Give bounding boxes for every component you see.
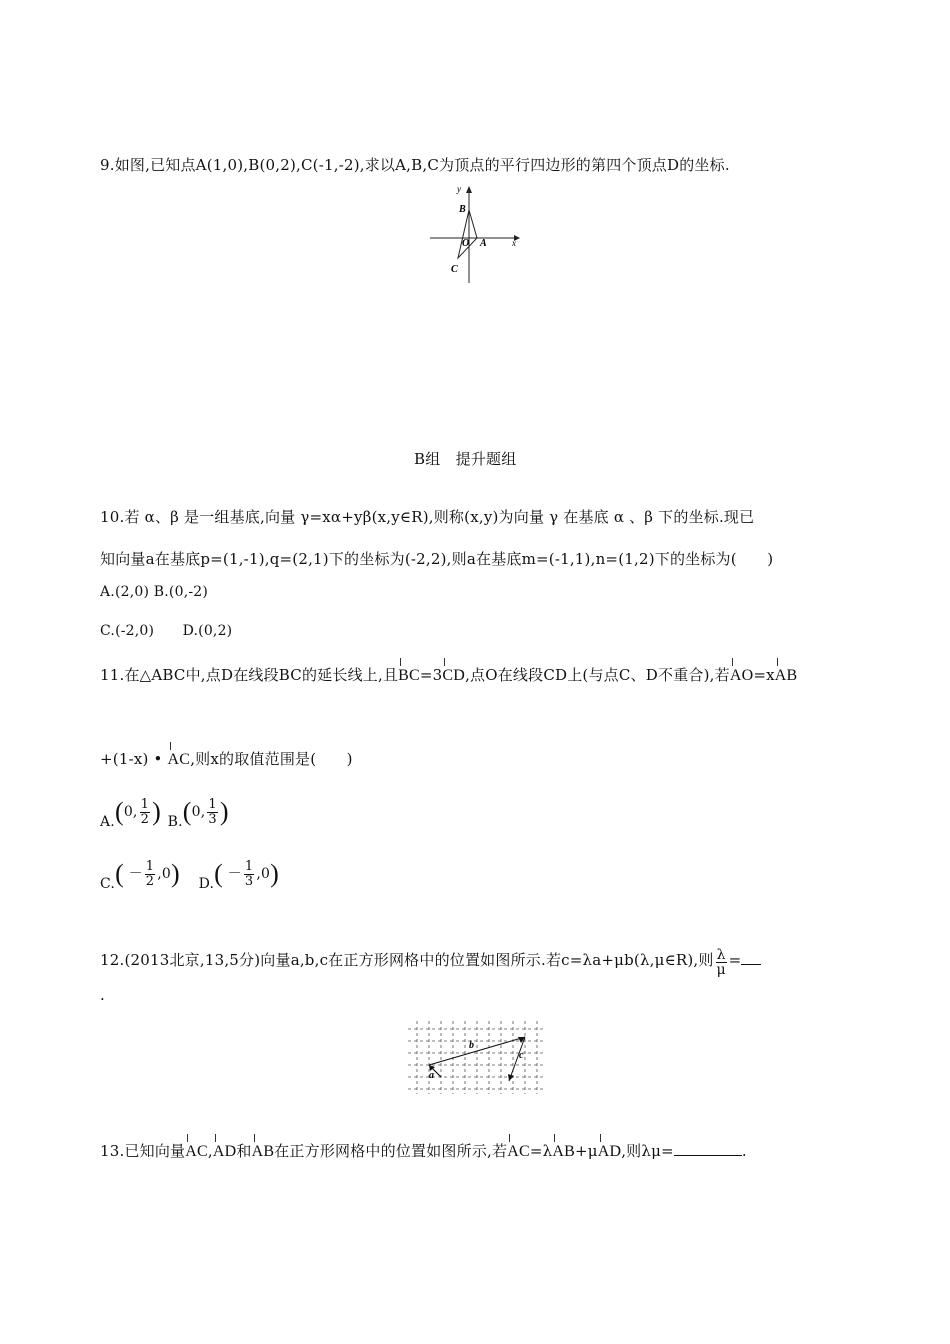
q11-option-b: B.(0, $\frac{1}{3}$ ) <box>167 796 229 830</box>
q13-comma: , <box>207 1142 213 1160</box>
q9-text: 9.如图,已知点A(1,0),B(0,2),C(-1,-2),求以A,B,C为顶点的平行四边形的第四个顶点D的坐标. <box>100 156 730 174</box>
vector-cd: CD <box>442 667 466 684</box>
y-axis-label: y <box>457 184 461 194</box>
q12-period: . <box>100 986 105 1004</box>
q11-eqx: =x <box>753 666 775 684</box>
lambda-over-mu-fraction: $\frac{\lambda}{\mu}$ <box>716 947 726 978</box>
q13-period: . <box>741 1142 747 1160</box>
q13-text-3: ,则λμ= <box>621 1142 674 1160</box>
vector-c-label: c <box>519 1050 524 1061</box>
vector-a-label: a <box>429 1070 434 1081</box>
label-a: A <box>480 238 487 249</box>
q11-options-cd <box>100 859 279 892</box>
section-b-heading: B组 提升题组 <box>414 450 517 468</box>
q12-line <box>100 948 761 977</box>
q11-text-3: +(1-x) <box>100 750 149 768</box>
x-axis-label: x <box>512 238 516 248</box>
q12-text: 12.(2013北京,13,5分)向量a,b,c在正方形网格中的位置如图所示.若c=λa+μb(λ,μ∈R),则 <box>100 951 714 969</box>
vector-ad: AD <box>212 1143 237 1160</box>
q11-text-1: 11.在△ABC中,点D在线段BC的延长线上,且 <box>100 666 399 684</box>
q11-eq3: =3 <box>419 666 443 684</box>
label-c: C <box>451 264 458 275</box>
q10-line1: 10.若 α、β 是一组基底,向量 γ=xα+yβ(x,y∈R),则称(x,y)为向量 γ 在基底 α 、β 下的坐标.现已 <box>100 508 755 526</box>
q11-option-d: D.( － $\frac{1}{3}$ ,0) <box>198 858 279 892</box>
q13-answer-blank <box>674 1155 742 1156</box>
q13-text-1: 13.已知向量 <box>100 1142 186 1160</box>
label-o: O <box>462 238 470 249</box>
q10-options-ab: A.(2,0) B.(0,-2) <box>100 584 209 600</box>
vector-ab: AB <box>774 667 798 684</box>
vector-b-label: b <box>469 1040 474 1051</box>
vector-ab: AB <box>251 1143 275 1160</box>
q11-option-a: A.(0, $\frac{1}{2}$ ) <box>100 796 161 830</box>
vector-ad-2: AD <box>597 1143 622 1160</box>
q11-line1 <box>100 664 797 685</box>
q10-options-cd: C.(-2,0) D.(0,2) <box>100 623 233 639</box>
vector-ac: AC <box>185 1143 208 1160</box>
q13-and: 和 <box>236 1142 252 1160</box>
q10-line2: 知向量a在基底p=(1,-1),q=(2,1)下的坐标为(-2,2),则a在基底m=(-1,1),n=(1,2)下的坐标为( ) <box>100 550 774 568</box>
q13-text-2: 在正方形网格中的位置如图所示,若 <box>274 1142 508 1160</box>
q11-text-4: ,则x的取值范围是( ) <box>190 750 353 768</box>
q11-text-2: ,点O在线段CD上(与点C、D不重合),若 <box>465 666 730 684</box>
q12-grid-figure <box>408 1021 543 1094</box>
q11-option-c: C.( － $\frac{1}{2}$ ,0) <box>100 858 180 892</box>
vector-ao: AO <box>729 667 754 684</box>
vector-ab-2: AB <box>552 1143 575 1160</box>
vector-bc: BC <box>398 667 420 684</box>
label-b: B <box>459 204 466 215</box>
vector-ac-2: AC <box>507 1143 530 1160</box>
q12-answer-blank <box>741 964 761 965</box>
q13-plus-mu: +μ <box>574 1142 598 1160</box>
dot-operator: • <box>153 750 163 768</box>
vector-ac: AC <box>167 751 191 768</box>
q11-options-ab <box>100 797 229 830</box>
q11-line2 <box>100 748 353 769</box>
q9-coordinate-figure <box>428 183 523 285</box>
q13-line <box>100 1140 747 1161</box>
q13-eq-lambda: =λ <box>529 1142 553 1160</box>
q12-eq: = <box>728 951 742 969</box>
